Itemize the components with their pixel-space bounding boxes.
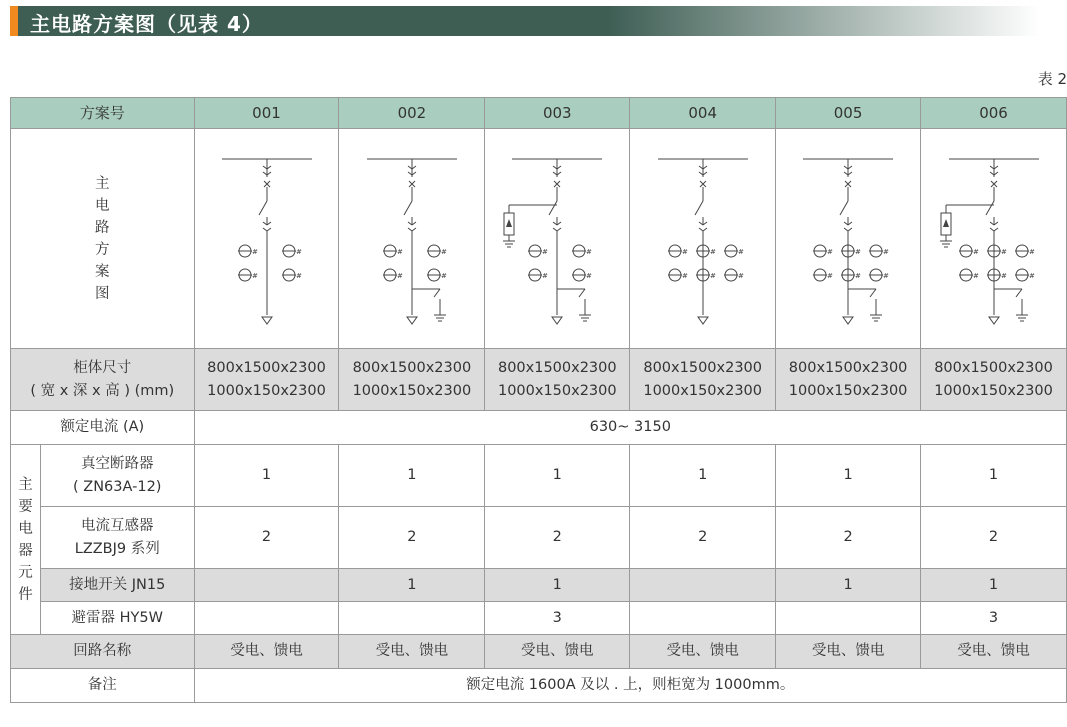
size-line-1: 800x1500x2300 [207, 359, 326, 376]
schematic-mark [267, 222, 271, 225]
scheme-no-header: 方案号 [11, 98, 195, 129]
schematic-mark [989, 317, 999, 324]
size-line-1: 800x1500x2300 [497, 359, 617, 376]
schematic-mark [994, 172, 998, 175]
earthing-cell [630, 569, 776, 602]
schematic-mark: # [295, 247, 302, 256]
schematic-mark [549, 201, 557, 215]
schematic-mark: # [396, 247, 403, 256]
scheme-no-cell: 002 [339, 98, 485, 129]
earthing-cell [194, 569, 339, 602]
size-line-1: 800x1500x2300 [934, 359, 1053, 376]
ct-cell: 2 [194, 507, 339, 569]
diagram-row-label [11, 129, 195, 349]
schematic-mark: # [295, 271, 302, 280]
schematic-mark: # [1028, 271, 1035, 280]
schematic-mark [553, 172, 557, 175]
remark-value: 额定电流 1600A 及以 . 上，则柜宽为 1000mm。 [194, 669, 1066, 703]
schematic-mark [552, 317, 562, 324]
schematic-mark [844, 222, 848, 225]
schematic-mark [848, 172, 852, 175]
earthing-cell: 1 [485, 569, 630, 602]
ct-cell: 2 [630, 507, 776, 569]
diagram-cell [776, 129, 921, 349]
schematic-mark [1016, 289, 1022, 297]
circuit-name-cell: 受电、馈电 [485, 635, 630, 669]
schematic-mark [408, 228, 412, 231]
schematic-mark [695, 201, 703, 215]
size-line-2: 1000x150x2300 [497, 382, 617, 399]
schematic-mark [407, 317, 417, 324]
schematic-mark: # [737, 271, 744, 280]
schematic-mark [844, 228, 848, 231]
schematic-mark [990, 228, 994, 231]
scheme-004-diagram [643, 139, 763, 339]
schematic-mark: # [251, 271, 258, 280]
schematic-mark [412, 166, 416, 169]
arrester-cell [776, 602, 921, 635]
vcb-cell: 1 [776, 445, 921, 507]
rated-current-label: 额定电流 (A) [11, 411, 195, 445]
schematic-mark: # [440, 271, 447, 280]
schematic-mark: # [855, 247, 861, 256]
main-circuit-table [10, 97, 1067, 703]
vcb-label-2: ( ZN63A-12) [73, 478, 162, 495]
circuit-name-cell: 受电、馈电 [194, 635, 339, 669]
earthing-cell: 1 [921, 569, 1067, 602]
vcb-cell: 1 [485, 445, 630, 507]
table-number: 表 2 [1037, 70, 1067, 88]
schematic-mark [994, 166, 998, 169]
size-line-1: 800x1500x2300 [352, 359, 472, 376]
schematic-mark [870, 289, 876, 297]
schematic-mark [579, 289, 585, 297]
schematic-mark [553, 222, 557, 225]
section-title: 主电路方案图（见表 4） [30, 12, 263, 36]
earthing-cell: 1 [339, 569, 485, 602]
schematic-mark [699, 228, 703, 231]
schematic-mark: # [827, 247, 833, 256]
schematic-mark: # [1000, 271, 1007, 280]
schematic-mark [259, 201, 267, 215]
circuit-name-cell: 受电、馈电 [776, 635, 921, 669]
schematic-mark [848, 228, 852, 231]
scheme-003-diagram [497, 139, 617, 339]
schematic-mark [943, 219, 949, 227]
ct-label [40, 507, 194, 569]
size-cell [921, 349, 1067, 411]
ct-cell: 2 [776, 507, 921, 569]
schematic-mark [412, 172, 416, 175]
schematic-mark [840, 201, 848, 215]
scheme-001-diagram [207, 139, 327, 339]
schematic-mark: # [542, 247, 549, 256]
rated-current-value: 630~ 3150 [194, 411, 1066, 445]
schematic-mark [990, 172, 994, 175]
schematic-mark [267, 172, 271, 175]
main-components-text: 主 要 电 器 元 件 [18, 476, 33, 603]
schematic-mark: # [972, 247, 979, 256]
schematic-mark: # [586, 271, 593, 280]
schematic-mark [263, 172, 267, 175]
scheme-no-cell: 001 [194, 98, 339, 129]
schematic-mark: # [883, 247, 889, 256]
schematic-mark [262, 317, 272, 324]
schematic-mark [408, 166, 412, 169]
ct-cell: 2 [339, 507, 485, 569]
schematic-mark [703, 172, 707, 175]
cabinet-size-label-2: ( 宽 x 深 x 高 ) (mm) [30, 382, 175, 399]
size-line-2: 1000x150x2300 [352, 382, 472, 399]
section-header [10, 6, 1040, 36]
schematic-mark: # [855, 271, 861, 280]
scheme-no-cell: 004 [630, 98, 776, 129]
size-line-2: 1000x150x2300 [643, 382, 763, 399]
circuit-name-cell: 受电、馈电 [339, 635, 485, 669]
main-components-label [11, 445, 41, 635]
schematic-mark [699, 172, 703, 175]
schematic-mark [263, 166, 267, 169]
diagram-cell [194, 129, 339, 349]
schematic-mark [990, 166, 994, 169]
schematic-mark [990, 222, 994, 225]
size-line-2: 1000x150x2300 [207, 382, 326, 399]
schematic-mark: # [586, 247, 593, 256]
schematic-mark [848, 166, 852, 169]
schematic-mark [412, 228, 416, 231]
schematic-mark: # [396, 271, 403, 280]
scheme-no-cell: 006 [921, 98, 1067, 129]
diagram-cell [339, 129, 485, 349]
size-line-2: 1000x150x2300 [788, 382, 908, 399]
schematic-mark [263, 228, 267, 231]
remark-label: 备注 [11, 669, 195, 703]
schematic-mark [698, 317, 708, 324]
schematic-mark [557, 172, 561, 175]
schematic-mark [412, 222, 416, 225]
schematic-mark [408, 222, 412, 225]
schematic-mark [699, 222, 703, 225]
vcb-label-1: 真空断路器 [80, 455, 154, 472]
schematic-mark [557, 228, 561, 231]
vcb-cell: 1 [339, 445, 485, 507]
schematic-mark: # [972, 271, 979, 280]
schematic-mark: # [681, 271, 688, 280]
vcb-label [40, 445, 194, 507]
schematic-mark [267, 166, 271, 169]
schematic-mark: # [709, 271, 716, 280]
schematic-mark [263, 222, 267, 225]
cabinet-size-label [11, 349, 195, 411]
schematic-mark: # [251, 247, 258, 256]
schematic-mark: # [1000, 247, 1007, 256]
schematic-mark: # [827, 271, 833, 280]
ct-cell: 2 [485, 507, 630, 569]
schematic-mark [434, 289, 440, 297]
schematic-mark: # [542, 271, 549, 280]
size-cell [630, 349, 776, 411]
schematic-mark [703, 166, 707, 169]
schematic-mark [703, 222, 707, 225]
schematic-mark [994, 222, 998, 225]
scheme-no-cell: 003 [485, 98, 630, 129]
diagram-label: 主 电 路 方 案 图 [95, 175, 110, 302]
schematic-mark [703, 228, 707, 231]
schematic-mark [994, 228, 998, 231]
diagram-cell [630, 129, 776, 349]
cabinet-size-label-1: 柜体尺寸 [73, 359, 132, 376]
schematic-mark [848, 222, 852, 225]
diagram-cell [921, 129, 1067, 349]
schematic-mark [557, 222, 561, 225]
schematic-mark: # [1028, 247, 1035, 256]
circuit-name-cell: 受电、馈电 [921, 635, 1067, 669]
size-line-1: 800x1500x2300 [788, 359, 908, 376]
size-cell [776, 349, 921, 411]
arrester-cell: 3 [921, 602, 1067, 635]
schematic-mark [553, 228, 557, 231]
diagram-cell [485, 129, 630, 349]
size-cell [194, 349, 339, 411]
header-accent-bar [10, 6, 18, 36]
size-line-1: 800x1500x2300 [643, 359, 763, 376]
scheme-006-diagram [934, 139, 1054, 339]
schematic-mark [506, 219, 512, 227]
size-line-2: 1000x150x2300 [934, 382, 1053, 399]
circuit-name-cell: 受电、馈电 [630, 635, 776, 669]
schematic-mark: # [681, 247, 688, 256]
schematic-mark [553, 166, 557, 169]
schematic-mark [844, 166, 848, 169]
circuit-name-label: 回路名称 [11, 635, 195, 669]
scheme-no-cell: 005 [776, 98, 921, 129]
earthing-label: 接地开关 JN15 [40, 569, 194, 602]
arrester-cell [630, 602, 776, 635]
ct-label-1: 电流互感器 [80, 517, 154, 534]
schematic-mark: # [883, 271, 889, 280]
schematic-mark: # [440, 247, 447, 256]
arrester-label: 避雷器 HY5W [40, 602, 194, 635]
schematic-mark [844, 172, 848, 175]
schematic-mark [408, 172, 412, 175]
schematic-mark: # [709, 247, 716, 256]
scheme-005-diagram [788, 139, 908, 339]
vcb-cell: 1 [630, 445, 776, 507]
scheme-002-diagram [352, 139, 472, 339]
schematic-mark: # [737, 247, 744, 256]
arrester-cell [194, 602, 339, 635]
earthing-cell: 1 [776, 569, 921, 602]
schematic-mark [267, 228, 271, 231]
arrester-cell: 3 [485, 602, 630, 635]
ct-label-2: LZZBJ9 系列 [74, 540, 160, 557]
schematic-mark [557, 166, 561, 169]
arrester-cell [339, 602, 485, 635]
ct-cell: 2 [921, 507, 1067, 569]
vcb-cell: 1 [921, 445, 1067, 507]
vcb-cell: 1 [194, 445, 339, 507]
size-cell [485, 349, 630, 411]
schematic-mark [404, 201, 412, 215]
schematic-mark [699, 166, 703, 169]
size-cell [339, 349, 485, 411]
schematic-mark [986, 201, 994, 215]
schematic-mark [843, 317, 853, 324]
